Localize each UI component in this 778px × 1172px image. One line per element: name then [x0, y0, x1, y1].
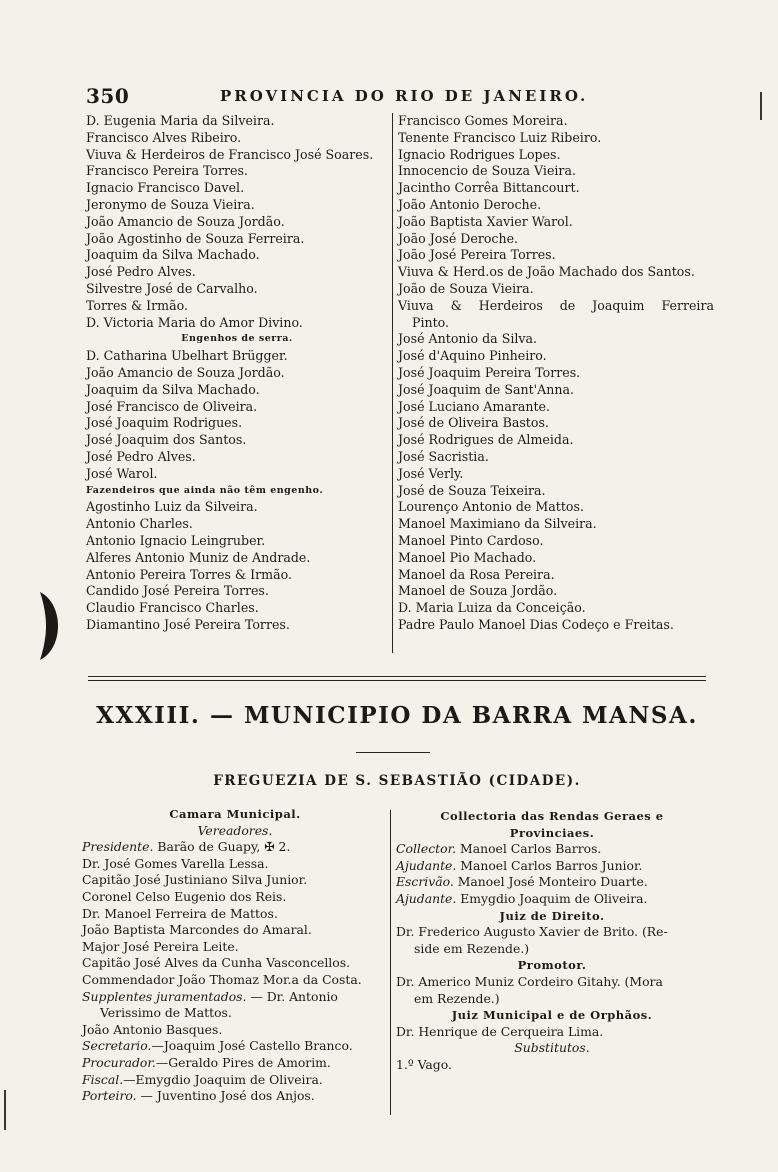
list-left-entry: Francisco Alves Ribeiro.: [86, 129, 242, 145]
running-title: PROVINCIA DO RIO DE JANEIRO.: [220, 87, 589, 105]
right-edge-mark: [760, 92, 762, 120]
list-left-entry: Viuva & Herdeiros de Francisco José Soares.: [86, 146, 374, 162]
supplentes-line: [82, 989, 388, 1006]
secretario-line: [82, 1038, 388, 1055]
list-left-entry: D. Eugenia Maria da Silveira.: [86, 113, 275, 128]
substituto-1: 1.º Vago.: [396, 1056, 452, 1072]
freguezia-title: FREGUEZIA DE S. SEBASTIÃO (CIDADE).: [213, 773, 581, 789]
list-right-entry: Innocencio de Souza Vieira.: [398, 163, 576, 179]
page-edge-blot-icon: [36, 590, 60, 662]
procurador-text: —Geraldo Pires de Amorim.: [155, 1054, 331, 1070]
list-right-entry: José de Oliveira Bastos.: [398, 415, 549, 431]
list-right-entry: José Antonio da Silva.: [398, 331, 538, 347]
juiz-municipal-heading: Juiz Municipal e de Orphãos.: [451, 1008, 653, 1023]
list-right-entry: Manoel Pio Machado.: [398, 549, 537, 565]
column-divider-top: [392, 113, 393, 653]
fiscal-text: —Emygdio Joaquim de Oliveira.: [123, 1071, 323, 1087]
secretario-label: Secretario.: [82, 1038, 152, 1054]
porteiro-text: — Juventino José dos Anjos.: [136, 1088, 315, 1104]
ajudante-name-2: Emygdio Joaquim de Oliveira.: [456, 890, 648, 906]
list-left-entry: Joaquim da Silva Machado.: [86, 247, 260, 263]
ajudante-label-1: Ajudante.: [396, 857, 457, 873]
porteiro-line: [82, 1088, 388, 1105]
list-right-entry: D. Maria Luiza da Conceição.: [398, 600, 586, 616]
officials-column: [396, 808, 708, 1074]
ajudante-line-2: [396, 891, 708, 908]
list-left-subheading: Engenhos de serra.: [181, 333, 293, 345]
list-right-entry: Jacintho Corrêa Bittancourt.: [398, 180, 580, 196]
section-double-rule: [88, 676, 706, 681]
list-right-entry: José Verly.: [398, 465, 464, 481]
list-left-entry: José Pedro Alves.: [86, 264, 196, 280]
list-right-entry: João José Pereira Torres.: [398, 247, 556, 263]
list-right-entry: Tenente Francisco Luiz Ribeiro.: [398, 129, 602, 145]
list-left-entry: Jeronymo de Souza Vieira.: [86, 196, 255, 212]
list-left-entry: Diamantino José Pereira Torres.: [86, 616, 290, 632]
top-left-column: [86, 113, 388, 634]
collector-line: [396, 841, 708, 858]
list-left-entry: D. Victoria Maria do Amor Divino.: [86, 314, 303, 330]
list-left-entry: Francisco Pereira Torres.: [86, 163, 248, 179]
list-right-entry: José d'Aquino Pinheiro.: [398, 348, 547, 364]
list-left-entry: José Warol.: [86, 465, 158, 481]
fiscal-line: [82, 1072, 388, 1089]
list-left-entry: João Amancio de Souza Jordão.: [86, 213, 285, 229]
list-left-entry: João Agostinho de Souza Ferreira.: [86, 230, 305, 246]
list-right-entry: João José Deroche.: [398, 230, 519, 246]
top-right-column: [398, 113, 714, 634]
list-left-entry: José Pedro Alves.: [86, 448, 196, 464]
list-right-entry: Viuva & Herdeiros de Joaquim Ferreira: [398, 297, 714, 313]
vereador-entry: Coronel Celso Eugenio dos Reis.: [82, 888, 287, 904]
list-left-entry: Claudio Francisco Charles.: [86, 600, 259, 616]
list-left-entry: Torres & Irmão.: [86, 297, 188, 313]
list-left-entry: Antonio Pereira Torres & Irmão.: [86, 566, 292, 582]
list-left-entry: D. Catharina Ubelhart Brügger.: [86, 348, 288, 364]
list-right-entry: José Joaquim de Sant'Anna.: [398, 381, 574, 397]
list-left-subheading: Fazendeiros que ainda não têm engenho.: [86, 484, 324, 496]
list-left-entry: José Joaquim dos Santos.: [86, 432, 247, 448]
list-right-entry: Manoel Maximiano da Silveira.: [398, 516, 597, 532]
list-right-entry: Padre Paulo Manoel Dias Codeço e Freitas.: [398, 616, 674, 632]
list-left-entry: José Francisco de Oliveira.: [86, 398, 258, 414]
list-left-entry: João Amancio de Souza Jordão.: [86, 364, 285, 380]
list-right-entry: José Rodrigues de Almeida.: [398, 432, 574, 448]
list-right-entry: Manoel da Rosa Pereira.: [398, 566, 555, 582]
vereador-entry: Capitão José Alves da Cunha Vasconcellos.: [82, 955, 351, 971]
collectoria-heading-2: Provinciaes.: [509, 825, 595, 840]
page-header: [86, 84, 706, 108]
page-number: 350: [86, 84, 130, 108]
procurador-line: [82, 1055, 388, 1072]
list-right-entry: José de Souza Teixeira.: [398, 482, 546, 498]
juiz-direito-line-1: Dr. Frederico Augusto Xavier de Brito. (Re-: [396, 924, 668, 940]
list-right-entry: Viuva & Herd.os de João Machado dos Santos.: [398, 264, 695, 280]
list-right-entry: Manoel de Souza Jordão.: [398, 583, 558, 599]
juiz-direito-heading: Juiz de Direito.: [499, 908, 605, 923]
list-left-entry: Silvestre José de Carvalho.: [86, 280, 258, 296]
list-right-entry: Manoel Pinto Cardoso.: [398, 532, 544, 548]
left-edge-mark: [4, 1090, 6, 1130]
presidente-label: Presidente.: [82, 839, 154, 855]
camara-municipal-column: [82, 806, 388, 1105]
porteiro-label: Porteiro.: [82, 1088, 137, 1104]
camara-heading: Camara Municipal.: [169, 807, 301, 821]
procurador-label: Procurador.: [82, 1054, 156, 1070]
promotor-line-1: Dr. Americo Muniz Cordeiro Gitahy. (Mora: [396, 973, 663, 989]
column-divider-bottom: [390, 810, 391, 1115]
collector-label: Collector.: [396, 841, 457, 857]
vereador-entry: Dr. José Gomes Varella Lessa.: [82, 855, 269, 871]
secretario-text: —Joaquim José Castello Branco.: [151, 1038, 353, 1054]
ajudante-label-2: Ajudante.: [396, 890, 457, 906]
supplentes-label: Supplentes juramentados.: [82, 988, 247, 1004]
list-right-entry: João Antonio Deroche.: [398, 196, 542, 212]
collector-name: Manoel Carlos Barros.: [456, 841, 602, 857]
ajudante-line-1: [396, 858, 708, 875]
list-right-entry: João de Souza Vieira.: [398, 280, 534, 296]
vereador-entry: Capitão José Justiniano Silva Junior.: [82, 872, 308, 888]
substitutos-heading: Substitutos.: [514, 1040, 590, 1056]
list-left-entry: Agostinho Luiz da Silveira.: [86, 499, 258, 515]
list-right-entry: Pinto.: [412, 314, 450, 330]
vereador-entry: Commendador João Thomaz Mor.a da Costa.: [82, 971, 362, 987]
vereador-entry: João Baptista Marcondes do Amaral.: [82, 922, 312, 938]
promotor-heading: Promotor.: [517, 958, 587, 973]
juiz-direito-line-2: side em Rezende.): [414, 940, 530, 956]
fiscal-label: Fiscal.: [82, 1071, 124, 1087]
vereadores-heading: Vereadores.: [197, 822, 273, 838]
list-right-entry: José Joaquim Pereira Torres.: [398, 364, 581, 380]
list-right-entry: Francisco Gomes Moreira.: [398, 113, 568, 128]
escrivao-line: [396, 874, 708, 891]
list-left-entry: Candido José Pereira Torres.: [86, 583, 269, 599]
supplentes-text: — Dr. Antonio: [246, 988, 338, 1004]
ajudante-name-1: Manoel Carlos Barros Junior.: [456, 857, 643, 873]
list-right-entry: João Baptista Xavier Warol.: [398, 213, 573, 229]
section-short-rule: [356, 752, 430, 753]
escrivao-name: Manoel José Monteiro Duarte.: [453, 874, 648, 890]
list-right-entry: Ignacio Rodrigues Lopes.: [398, 146, 561, 162]
vereadores-list: [82, 856, 388, 989]
presidente-line: [82, 839, 388, 856]
supplentes-tail: Verissimo de Mattos.: [100, 1005, 232, 1021]
presidente-name: Barão de Guapy, ✠ 2.: [157, 839, 291, 855]
vereador-entry: Dr. Manoel Ferreira de Mattos.: [82, 905, 278, 921]
supplentes-last: João Antonio Basques.: [82, 1021, 223, 1037]
list-left-entry: Antonio Charles.: [86, 516, 193, 532]
list-left-entry: José Joaquim Rodrigues.: [86, 415, 243, 431]
escrivao-label: Escrivão.: [396, 874, 454, 890]
promotor-line-2: em Rezende.): [414, 990, 500, 1006]
list-right-entry: José Luciano Amarante.: [398, 398, 551, 414]
list-left-entry: Joaquim da Silva Machado.: [86, 381, 260, 397]
list-left-entry: Alferes Antonio Muniz de Andrade.: [86, 549, 311, 565]
section-title: XXXIII. — MUNICIPIO DA BARRA MANSA.: [96, 702, 698, 729]
list-right-entry: José Sacristia.: [398, 448, 489, 464]
vereador-entry: Major José Pereira Leite.: [82, 938, 239, 954]
list-right-entry: Lourenço Antonio de Mattos.: [398, 499, 584, 515]
juiz-municipal-name: Dr. Henrique de Cerqueira Lima.: [396, 1023, 604, 1039]
collectoria-heading-1: Collectoria das Rendas Geraes e: [440, 809, 664, 823]
list-left-entry: Antonio Ignacio Leingruber.: [86, 532, 266, 548]
list-left-entry: Ignacio Francisco Davel.: [86, 180, 245, 196]
